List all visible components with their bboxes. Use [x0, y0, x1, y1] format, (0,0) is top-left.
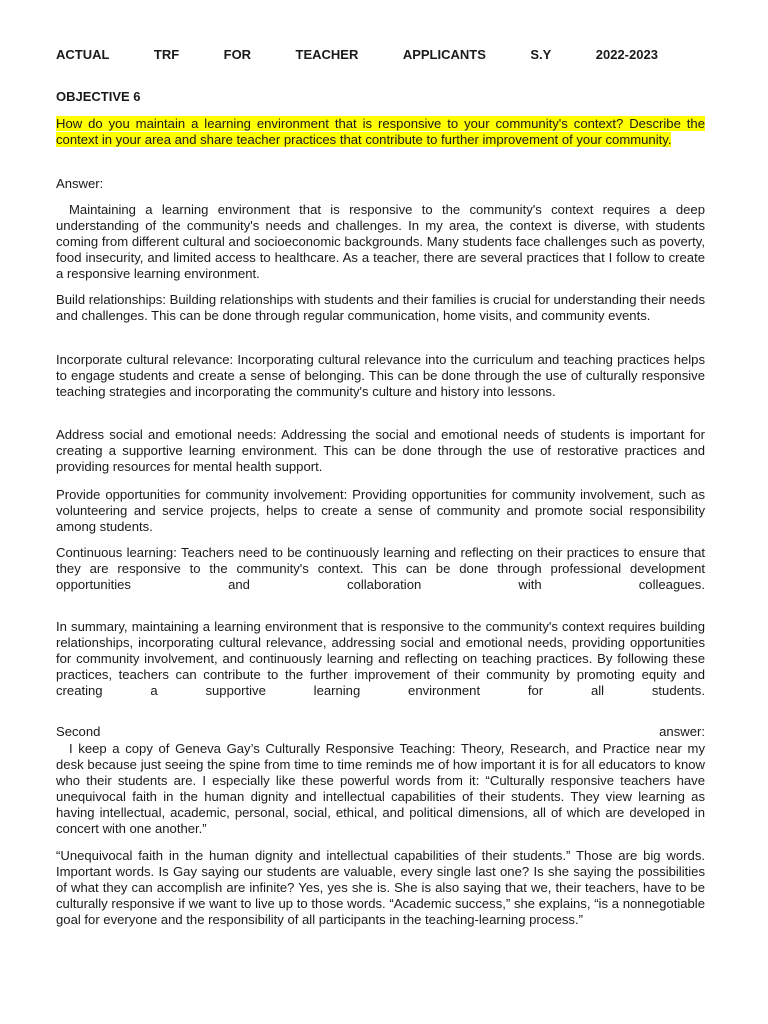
header-word: ACTUAL	[56, 47, 110, 62]
header-word: APPLICANTS	[402, 47, 486, 62]
document-header	[56, 47, 658, 63]
header-word: 2022-2023	[595, 47, 658, 62]
faith-paragraph: “Unequivocal faith in the human dignity and intellectual capabilities of their students.” Those are big words. Important words. Is Gay saying our students are valuable, every single last one? Is she saying the possibilities of what they can accomplish are infinite? Yes, yes she is. She is also saying that we, their teachers, have to be culturally responsive if we want to live up to those words. “Academic success,” she explains, “is a nonnegotiable goal for everyone and the responsibility of all participants in the teaching-learning process.”	[56, 848, 705, 927]
relationships-paragraph: Build relationships: Building relationships with students and their families is crucial for understanding their needs and challenges. This can be done through regular communication, home visits, and community events.	[56, 292, 705, 323]
header-word: FOR	[223, 47, 252, 62]
header-word: TRF	[153, 47, 180, 62]
header-word: S.Y	[530, 47, 552, 62]
question-text: How do you maintain a learning environment that is responsive to your community's context? Describe the context in your area and share teacher practices that contribute to further improvement of your community.	[56, 116, 705, 148]
highlighted-question	[56, 116, 705, 149]
gay-quote-paragraph: I keep a copy of Geneva Gay’s Culturally Responsive Teaching: Theory, Research, and Practice near my desk because just seeing the spine from time to time reminds me of how important it is for all educators to know who their students are. I especially like these powerful words from it: “Culturally responsive teachers have unequivocal faith in the human dignity and intellectual capabilities of their students. They view learning as having intellectual, academic, personal, social, ethical, and political dimensions, all of which are developed in concert with one another.”	[56, 741, 705, 836]
social-paragraph: Address social and emotional needs: Addressing the social and emotional needs of students is important for creating a supportive learning environment. This can be done through the use of restorative practices and providing resources for mental health support.	[56, 427, 705, 474]
header-word: TEACHER	[295, 47, 359, 62]
second-answer-label: Second answer:	[56, 724, 705, 739]
objective-heading: OBJECTIVE 6	[56, 89, 141, 104]
cultural-paragraph: Incorporate cultural relevance: Incorporating cultural relevance into the curriculum and teaching practices helps to engage students and create a sense of belonging. This can be done through the use of culturally responsive teaching strategies and incorporating the community's culture and history into lessons.	[56, 352, 705, 399]
answer-label: Answer:	[56, 176, 104, 191]
intro-paragraph: Maintaining a learning environment that is responsive to the community's context requires a deep understanding of the community's needs and challenges. In my area, the context is diverse, with students coming from different cultural and socioeconomic backgrounds. Many students face challenges such as poverty, food insecurity, and limited access to healthcare. As a teacher, there are several practices that I follow to create a responsive learning environment.	[56, 202, 705, 281]
summary-paragraph: In summary, maintaining a learning environment that is responsive to the community's context requires building relationships, incorporating cultural relevance, addressing social and emotional needs, providing opportunities for community involvement, and continuously learning and reflecting on teaching practices. By following these practices, teachers can contribute to the further improvement of their community by promoting equity and creating a supportive learning environment for all students.	[56, 619, 705, 698]
involvement-paragraph: Provide opportunities for community involvement: Providing opportunities for community involvement, such as volunteering and service projects, helps to create a sense of community and promote social responsibility among students.	[56, 487, 705, 534]
continuous-paragraph: Continuous learning: Teachers need to be continuously learning and reflecting on their practices to ensure that they are responsive to the community's context. This can be done through professional development opportunities and collaboration with colleagues.	[56, 545, 705, 592]
